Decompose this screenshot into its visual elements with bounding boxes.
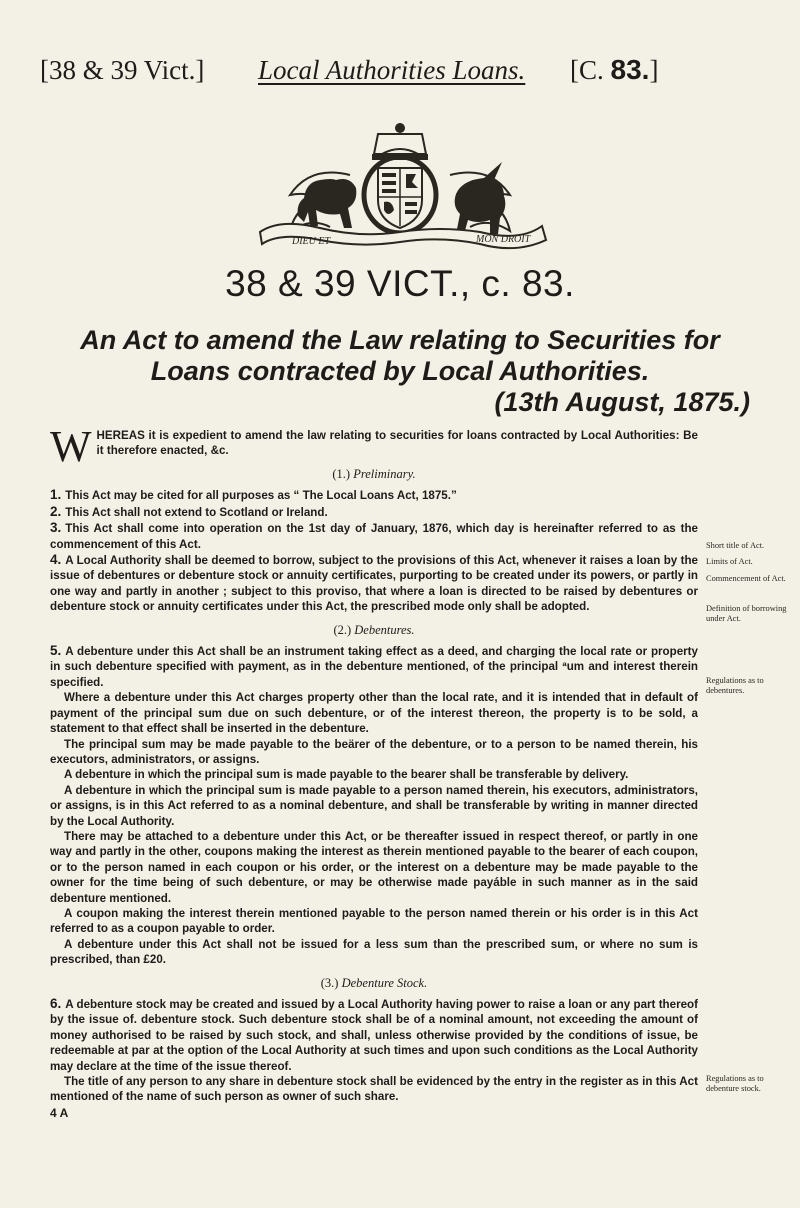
paragraph: There may be attached to a debenture under this Act, or be thereafter issued in respect thereof, or partly in one way and partly in the other, coupons making the interest as therein mentioned payable to the bearer of each coupon, or to the person named in each coupon or his order, or the interest on a debenture may be made payable to the owner for the time being of such debenture, or may be otherwise made payáble in such manner as in the said debenture mentioned.: [50, 829, 698, 905]
paragraph: A debenture in which the principal sum is made payable to a person named therein, his executors, administrators, or assigns, is in this Act referred to as a nominal debenture, and shall be transferable by writing in manner directed by the Local Authority.: [50, 783, 698, 828]
part-number: (1.): [332, 467, 351, 481]
section-text: This Act shall not extend to Scotland or Ireland.: [65, 505, 328, 519]
section-number: 4.: [50, 552, 62, 568]
part-title: Debenture Stock.: [341, 975, 428, 990]
section-number: 5.: [50, 643, 62, 659]
section-3: [50, 520, 698, 552]
preamble-text: HEREAS it is expedient to amend the law relating to securities for loans contracted by Local Authorities: Be it therefore enacted, &c.: [96, 429, 698, 458]
part-title: Preliminary.: [353, 467, 416, 481]
paragraph: A debenture in which the principal sum is made payable to the bearer shall be transferable by delivery.: [64, 768, 629, 782]
part-number: (3.): [320, 975, 339, 990]
header-chapter-suffix: ]: [649, 55, 659, 85]
signature-mark: 4 A: [50, 1105, 69, 1120]
sidenote-regulations-debenture-stock: Regulations as to debenture stock.: [706, 1074, 764, 1093]
sidenote-definition: Definition of borrowing under Act.: [706, 604, 787, 623]
header-short-title: Local Authorities Loans.: [258, 55, 526, 85]
section-text: A debenture under this Act shall be an instrument taking effect as a deed, and charging the local rate or property in such debenture specified with payment, as in the debenture mentioned, of the principal ªum and interest therein specified.: [50, 645, 698, 689]
section-6: [50, 996, 698, 1074]
header-chapter: [570, 52, 658, 88]
preamble-dropcap: W: [50, 422, 92, 471]
part-heading-debenture-stock: [50, 976, 698, 991]
act-title: An Act to amend the Law relating to Securities for Loans contracted by Local Authorities.: [80, 325, 720, 386]
header-chapter-prefix: [C.: [570, 55, 604, 85]
sidenote-short-title: Short title of Act.: [706, 541, 765, 550]
header-chapter-number: 83.: [610, 54, 650, 85]
section-number: 2.: [50, 503, 62, 519]
header-regnal-year: [38 & 39 Vict.]: [40, 55, 205, 85]
act-date: (13th August, 1875.): [494, 387, 750, 417]
paragraph: The title of any person to any share in debenture stock shall be evidenced by the entry in the register as in this Act mentioned of the name of such person as owner of such share.: [50, 1075, 698, 1104]
act-body: [50, 422, 698, 1121]
section-number: 6.: [50, 996, 62, 1011]
section-4: [50, 552, 698, 615]
section-text: This Act may be cited for all purposes as “ The Local Loans Act, 1875.”: [65, 489, 457, 503]
paragraph: A debenture under this Act shall not be issued for a less sum than the prescribed sum, or where no sum is prescribed, than £20.: [50, 937, 698, 967]
part-number: (2.): [333, 622, 352, 637]
running-header: [40, 52, 760, 92]
section-text: A Local Authority shall be deemed to borrow, subject to the provisions of this Act, whenever it raises a loan by the issue of debentures or debenture stock or annuity certificates, purporting to be created under its powers, or partly in one way and partly in another ; subject to this proviso, that where a loan is directed to be raised by debentures or debenture stock or annuity certificates under this Act, the prescribed mode only shall be adopted.: [50, 554, 698, 614]
section-1: [50, 487, 698, 503]
section-text: A debenture stock may be created and issued by a Local Authority having power to raise a loan or any part thereof by the issue of. debenture stock. Such debenture stock shall be of a nominal amount, not exceeding the amount of money authorised to be raised by such stock, and shall, unless otherwise provided by the conditions of issue, be redeemable at par at the option of the Local Authority at such times and upon such conditions as the Local Authority may declare at the time of the issue thereof.: [50, 998, 698, 1073]
sidenote-limits: Limits of Act.: [706, 557, 753, 566]
paragraph: The principal sum may be made payable to the beärer of the debenture, or to a person to be named therein, his executors, administrators, or assigns.: [50, 737, 698, 766]
sidenote-regulations-debentures: Regulations as to debentures.: [706, 676, 764, 695]
sidenote-commencement: Commencement of Act.: [706, 574, 786, 583]
paragraph: Where a debenture under this Act charges property other than the local rate, and it is intended that in default of payment of the principal sum due on such debenture, or of the interest thereon, the property is to be sold, a statement to that effect shall be inserted in the debenture.: [50, 691, 698, 736]
part-title: Debentures.: [354, 622, 415, 637]
section-text: This Act shall come into operation on the 1st day of January, 1876, which day is hereinafter referred to as the commencement of this Act.: [50, 522, 698, 551]
crest-motto-left: DIEU ET: [292, 236, 331, 247]
part-heading-preliminary: [50, 467, 698, 482]
section-5: [50, 643, 698, 690]
paragraph: A coupon making the interest therein mentioned payable to the person named therein or his order is in this Act referred to as a coupon payable to order.: [50, 906, 698, 936]
part-heading-debentures: [50, 623, 698, 638]
section-number: 1.: [50, 487, 62, 503]
section-number: 3.: [50, 520, 62, 536]
crest-motto-right: MON DROIT: [476, 234, 531, 245]
act-number: 38 & 39 VICT., c. 83.: [225, 263, 575, 304]
royal-coat-of-arms-icon: [200, 120, 600, 250]
preamble: [50, 422, 698, 471]
section-2: [50, 504, 698, 520]
